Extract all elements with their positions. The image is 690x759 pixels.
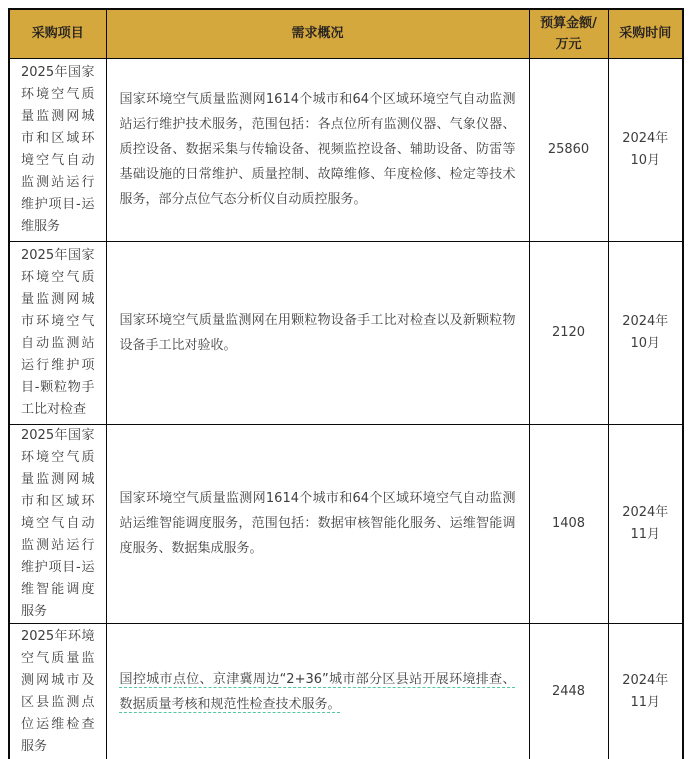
requirement-cell: 国家环境空气质量监测网1614个城市和64个区域环境空气自动监测站运维智能调度服务，范围包括：数据审核智能化服务、运维智能调度服务、数据集成服务。 [106, 424, 529, 623]
time-cell: 2024年10月 [608, 241, 683, 424]
table-row [9, 424, 683, 623]
budget-cell: 25860 [529, 58, 608, 241]
budget-cell: 2120 [529, 241, 608, 424]
header-cell-time: 采购时间 [608, 9, 683, 58]
project-cell: 2025年环境空气质量监测网城市及区县监测点位运维检查服务 [9, 623, 106, 759]
header-row [9, 9, 683, 58]
table-row [9, 241, 683, 424]
header-cell-project: 采购项目 [9, 9, 106, 58]
budget-cell: 2448 [529, 623, 608, 759]
requirement-cell [106, 623, 529, 759]
time-cell: 2024年11月 [608, 623, 683, 759]
project-cell: 2025年国家环境空气质量监测网城市环境空气自动监测站运行维护项目-颗粒物手工比对检查 [9, 241, 106, 424]
time-cell: 2024年10月 [608, 58, 683, 241]
annotated-requirement-text: 国控城市点位、京津冀周边“2+36”城市部分区县站开展环境排查、数据质量考核和规范性检查技术服务。 [119, 671, 516, 712]
project-cell: 2025年国家环境空气质量监测网城市和区域环境空气自动监测站运行维护项目-运维服务 [9, 58, 106, 241]
table-row [9, 58, 683, 241]
time-cell: 2024年11月 [608, 424, 683, 623]
requirement-cell: 国家环境空气质量监测网在用颗粒物设备手工比对检查以及新颗粒物设备手工比对验收。 [106, 241, 529, 424]
procurement-table [8, 8, 684, 759]
header-cell-budget: 预算金额/万元 [529, 9, 608, 58]
project-cell: 2025年国家环境空气质量监测网城市和区域环境空气自动监测站运行维护项目-运维智能调度服务 [9, 424, 106, 623]
header-cell-requirement: 需求概况 [106, 9, 529, 58]
table-row [9, 623, 683, 759]
budget-cell: 1408 [529, 424, 608, 623]
requirement-cell: 国家环境空气质量监测网1614个城市和64个区域环境空气自动监测站运行维护技术服务，范围包括：各点位所有监测仪器、气象仪器、质控设备、数据采集与传输设备、视频监控设备、辅助设备、防雷等基础设施的日常维护、质量控制、故障维修、年度检修、检定等技术服务，部分点位气态分析仪自动质控服务。 [106, 58, 529, 241]
